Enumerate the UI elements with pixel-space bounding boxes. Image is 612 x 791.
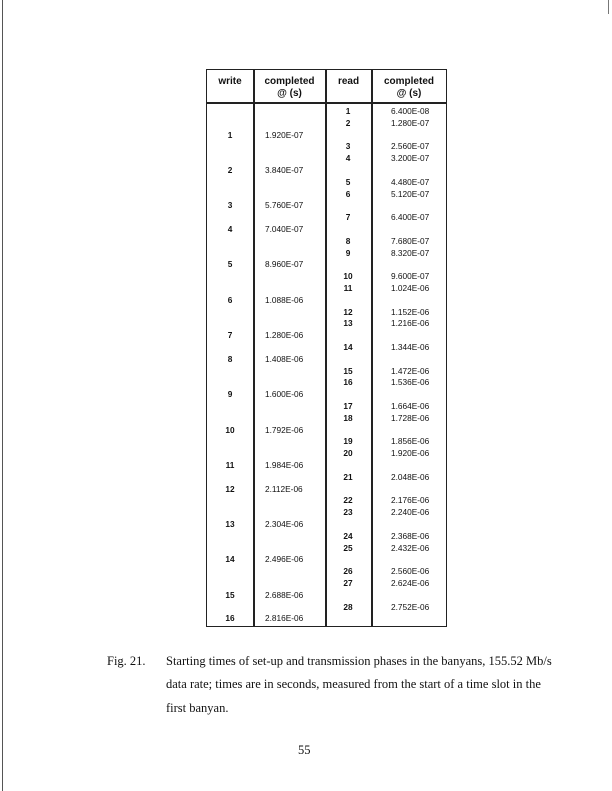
- read-completed-time: 1.920E-06: [391, 448, 430, 459]
- write-completed-time: 2.688E-06: [265, 589, 304, 600]
- read-completed-time: 6.400E-07: [391, 212, 430, 223]
- read-completed-time: 1.280E-07: [391, 117, 430, 128]
- read-number: 13: [343, 318, 353, 329]
- read-completed-time: 1.664E-06: [391, 401, 430, 411]
- write-completed-time: 1.088E-06: [265, 294, 304, 305]
- read-completed-time: 2.560E-07: [391, 141, 430, 152]
- read-completed-time: 1.536E-06: [391, 377, 430, 388]
- read-number: 11: [343, 283, 353, 293]
- caption-line: Starting times of set-up and transmission phases in the banyans, 155.52 Mb/s: [166, 654, 552, 668]
- read-completed-time: 1.344E-06: [391, 342, 430, 352]
- read-number: 5: [345, 176, 351, 187]
- write-number: 12: [225, 483, 235, 494]
- read-completed-time: 8.320E-07: [391, 247, 430, 258]
- read-number: 15: [343, 365, 353, 376]
- page-number: 55: [298, 743, 311, 757]
- read-number: 4: [345, 153, 351, 164]
- write-number: 8: [227, 353, 233, 364]
- write-completed-time: 2.112E-06: [265, 483, 303, 494]
- header-unit: @ (s): [277, 88, 302, 99]
- read-number: 3: [345, 141, 351, 152]
- write-number: 3: [227, 200, 233, 211]
- read-completed-time: 2.560E-06: [391, 566, 430, 577]
- read-completed-time: 1.216E-06: [391, 318, 430, 329]
- write-number: 10: [225, 424, 235, 435]
- header-write: write: [218, 76, 242, 87]
- column-divider: [253, 70, 255, 626]
- read-number: 23: [343, 507, 353, 518]
- read-completed-time: 2.432E-06: [391, 542, 430, 553]
- write-completed-time: 7.040E-07: [265, 224, 304, 234]
- write-completed-time: 1.280E-06: [265, 330, 304, 341]
- read-number: 24: [343, 530, 353, 541]
- read-completed-time: 7.680E-07: [391, 235, 430, 246]
- read-number: 10: [343, 271, 353, 282]
- page-edge-mark: [608, 0, 609, 14]
- read-number: 21: [343, 471, 353, 482]
- read-number: 28: [343, 601, 353, 612]
- read-number: 2: [345, 117, 351, 128]
- read-number: 12: [343, 306, 353, 317]
- write-completed-time: 1.600E-06: [265, 389, 304, 400]
- write-completed-time: 1.920E-07: [265, 129, 304, 140]
- read-completed-time: 1.728E-06: [391, 412, 430, 423]
- write-number: 4: [227, 224, 233, 234]
- figure-label: Fig. 21.: [107, 654, 146, 668]
- read-number: 25: [343, 542, 353, 553]
- header-unit: @ (s): [396, 88, 422, 99]
- page-edge-line: [2, 0, 3, 791]
- read-number: 1: [345, 106, 351, 116]
- caption-line: data rate; times are in seconds, measured from the start of a time slot in the: [166, 677, 541, 691]
- write-completed-time: 5.760E-07: [265, 200, 304, 211]
- read-number: 27: [343, 578, 353, 588]
- read-number: 14: [343, 342, 353, 352]
- read-completed-time: 2.368E-06: [391, 530, 430, 541]
- read-number: 17: [343, 401, 353, 411]
- caption-line: first banyan.: [166, 701, 229, 715]
- column-divider: [325, 70, 327, 626]
- header-completed-read: [372, 76, 446, 100]
- write-number: 13: [225, 519, 235, 529]
- read-number: 6: [345, 188, 351, 199]
- header-completed-write: [254, 76, 325, 100]
- header-read: read: [337, 76, 360, 87]
- header-divider: [207, 102, 446, 104]
- read-completed-time: 2.240E-06: [391, 507, 430, 518]
- read-number: 19: [343, 436, 353, 447]
- read-completed-time: 9.600E-07: [391, 271, 430, 282]
- write-number: 7: [227, 330, 233, 341]
- write-number: 6: [227, 294, 233, 305]
- read-number: 26: [343, 566, 353, 577]
- write-number: 1: [227, 129, 233, 140]
- write-completed-time: 1.792E-06: [265, 424, 304, 435]
- write-completed-time: 2.304E-06: [265, 519, 304, 529]
- read-completed-time: 2.176E-06: [391, 495, 430, 506]
- read-number: 18: [343, 412, 353, 423]
- read-completed-time: 5.120E-07: [391, 188, 430, 199]
- write-number: 11: [225, 460, 235, 470]
- write-completed-time: 2.496E-06: [265, 554, 304, 565]
- read-number: 8: [345, 235, 351, 246]
- read-completed-time: 6.400E-08: [391, 106, 430, 116]
- write-number: 2: [227, 165, 233, 175]
- header-text: completed: [383, 76, 434, 87]
- read-completed-time: 4.480E-07: [391, 176, 430, 187]
- read-completed-time: 2.752E-06: [391, 601, 430, 612]
- write-completed-time: 8.960E-07: [265, 259, 304, 270]
- read-number: 22: [343, 495, 353, 506]
- read-number: 7: [345, 212, 351, 223]
- read-completed-time: 2.624E-06: [391, 578, 430, 588]
- column-divider: [371, 70, 373, 626]
- read-completed-time: 3.200E-07: [391, 153, 430, 164]
- write-number: 15: [225, 589, 235, 600]
- write-completed-time: 2.816E-06: [265, 613, 304, 624]
- write-completed-time: 1.408E-06: [265, 353, 304, 364]
- read-completed-time: 1.024E-06: [391, 283, 430, 293]
- read-number: 9: [345, 247, 351, 258]
- read-number: 16: [343, 377, 353, 388]
- write-number: 9: [227, 389, 233, 400]
- read-completed-time: 1.472E-06: [391, 365, 430, 376]
- read-completed-time: 1.152E-06: [391, 306, 430, 317]
- read-number: 20: [343, 448, 353, 459]
- write-completed-time: 3.840E-07: [265, 165, 304, 175]
- header-text: completed: [264, 76, 315, 87]
- write-number: 5: [227, 259, 233, 270]
- timing-table: [206, 69, 447, 627]
- write-number: 16: [225, 613, 235, 624]
- write-completed-time: 1.984E-06: [265, 460, 304, 470]
- read-completed-time: 2.048E-06: [391, 471, 430, 482]
- write-number: 14: [225, 554, 235, 565]
- read-completed-time: 1.856E-06: [391, 436, 430, 447]
